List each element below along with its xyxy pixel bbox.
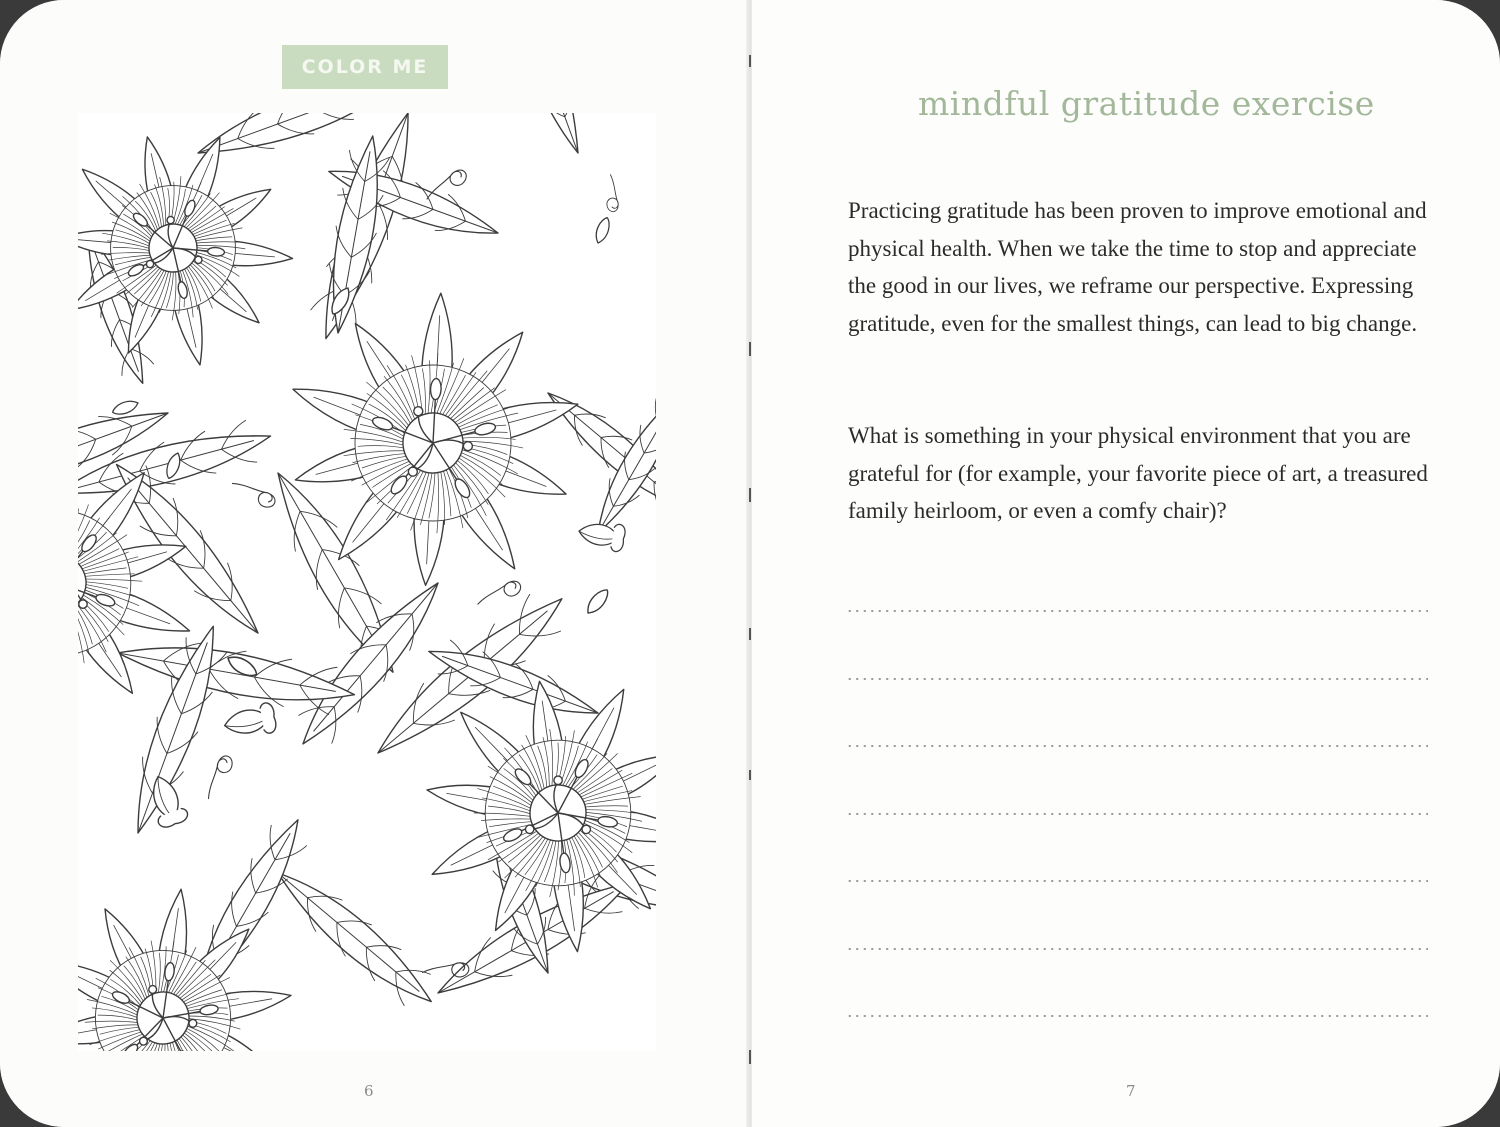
leaf-vein: [357, 113, 393, 115]
intro-paragraph: Practicing gratitude has been proven to improve emotional and physical health. When we take the time to stop and appreciate the good in our lives, we reframe our perspective. Expressing gratitude, even for the smallest things, can lead to big change.: [848, 198, 1427, 336]
leaf: [286, 569, 454, 758]
tendril: [478, 576, 522, 611]
gutter-mark: [749, 770, 751, 780]
prompt-question: What is something in your physical environment that you are grateful for (for example, your favorite piece of art, a treasured family heirloom, or even a comfy chair)?: [848, 423, 1428, 523]
color-me-label: COLOR ME: [301, 56, 429, 78]
passion-flower: [78, 870, 313, 1051]
page-number-right: 7: [1126, 1082, 1136, 1100]
leaf-midrib: [278, 873, 419, 991]
writing-line: [846, 1015, 1428, 1017]
loose-petal: [593, 216, 613, 245]
writing-line: [846, 948, 1428, 950]
stigma-head: [553, 775, 563, 785]
writing-line: [846, 745, 1428, 747]
writing-line: [846, 610, 1428, 612]
color-me-tab: [282, 45, 448, 89]
coloring-illustration: [78, 113, 656, 1051]
tendril: [595, 175, 631, 214]
leaf: [493, 113, 595, 159]
flower-bud: [222, 702, 277, 741]
page-number-left: 6: [364, 1082, 374, 1100]
gutter-mark: [749, 342, 751, 356]
writing-lines: [846, 610, 1428, 1083]
gutter-mark: [749, 488, 751, 502]
writing-line: [846, 880, 1428, 882]
stamen-anther: [430, 378, 442, 400]
gutter-mark: [749, 1050, 751, 1064]
left-page: [0, 0, 748, 1127]
gutter-mark: [749, 55, 751, 67]
writing-line: [846, 678, 1428, 680]
exercise-title: mindful gratitude exercise: [918, 84, 1375, 123]
loose-petal: [583, 586, 612, 617]
loose-petal: [111, 398, 140, 418]
tendril: [194, 754, 242, 799]
stigma-head: [167, 216, 175, 224]
stigma-head: [148, 985, 157, 994]
gutter-mark: [749, 628, 751, 640]
right-page: [752, 0, 1500, 1127]
leaf: [265, 857, 444, 1017]
tendril: [232, 469, 277, 517]
passion-flower-line-art: [78, 113, 656, 1051]
writing-line: [846, 813, 1428, 815]
bud-sepal: [610, 524, 626, 553]
bud-sepal: [259, 702, 277, 734]
